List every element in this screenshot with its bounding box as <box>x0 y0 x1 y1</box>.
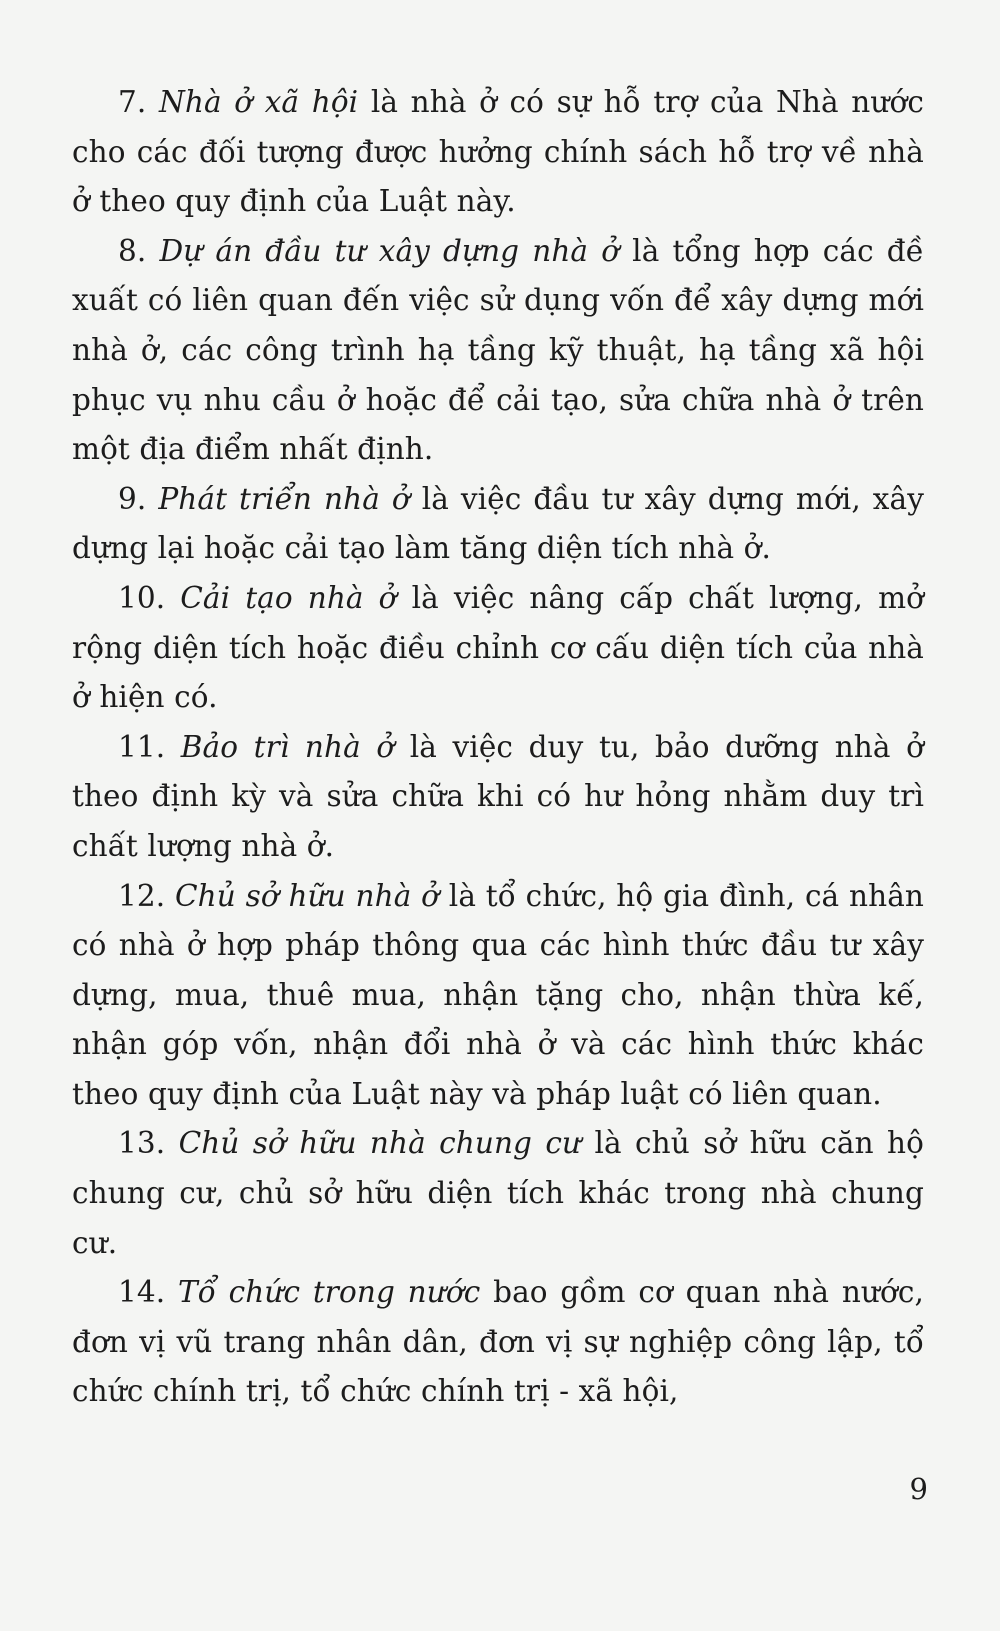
definition-number: 11. <box>118 729 166 764</box>
definition-number: 10. <box>118 580 166 615</box>
definition-text: là tổng hợp các đề xuất có liên quan đến việc sử dụng vốn để xây dựng mới nhà ở, các công trình hạ tầng kỹ thuật, hạ tầng xã hội phục vụ nhu cầu ở hoặc để cải tạo, sửa chữa nhà ở trên một địa điểm nhất định. <box>72 233 925 467</box>
definition-term: Dự án đầu tư xây dựng nhà ở <box>159 233 620 268</box>
definition-12 <box>72 872 924 1120</box>
definition-text: là tổ chức, hộ gia đình, cá nhân có nhà ở hợp pháp thông qua các hình thức đầu tư xây dựng, mua, thuê mua, nhận tặng cho, nhận thừa kế, nhận góp vốn, nhận đổi nhà ở và các hình thức khác theo quy định của Luật này và pháp luật có liên quan. <box>72 878 924 1111</box>
definition-term: Phát triển nhà ở <box>158 481 410 516</box>
definition-number: 12. <box>118 878 166 913</box>
definition-term: Chủ sở hữu nhà chung cư <box>178 1126 582 1161</box>
definition-number: 9. <box>118 481 147 516</box>
page-number: 9 <box>909 1472 928 1506</box>
definition-term: Tổ chức trong nước <box>177 1275 481 1310</box>
definition-8 <box>72 227 924 475</box>
definition-text: là việc đầu tư xây dựng mới, xây dựng lại hoặc cải tạo làm tăng diện tích nhà ở. <box>72 481 924 566</box>
definition-term: Chủ sở hữu nhà ở <box>174 878 440 913</box>
definition-number: 14. <box>118 1275 166 1310</box>
definition-14 <box>72 1268 924 1417</box>
definition-text: bao gồm cơ quan nhà nước, đơn vị vũ trang nhân dân, đơn vị sự nghiệp công lập, tổ chức chính trị, tổ chức chính trị - xã hội, <box>72 1275 924 1409</box>
definition-11 <box>72 723 924 872</box>
definition-text: là việc nâng cấp chất lượng, mở rộng diện tích hoặc điều chỉnh cơ cấu diện tích của nhà ở hiện có. <box>72 580 925 715</box>
definition-7 <box>72 78 924 227</box>
definition-9 <box>72 475 924 574</box>
definition-text: là chủ sở hữu căn hộ chung cư, chủ sở hữu diện tích khác trong nhà chung cư. <box>72 1126 924 1260</box>
definition-13 <box>72 1119 924 1268</box>
definition-term: Nhà ở xã hội <box>158 85 359 119</box>
definition-term: Bảo trì nhà ở <box>180 729 395 764</box>
definition-text: là nhà ở có sự hỗ trợ của Nhà nước cho các đối tượng được hưởng chính sách hỗ trợ về nhà ở theo quy định của Luật này. <box>72 85 924 219</box>
definition-number: 7. <box>118 85 147 119</box>
definition-text: là việc duy tu, bảo dưỡng nhà ở theo định kỳ và sửa chữa khi có hư hỏng nhằm duy trì chất lượng nhà ở. <box>72 729 925 863</box>
definition-10 <box>72 574 924 723</box>
definition-term: Cải tạo nhà ở <box>180 580 397 615</box>
document-page <box>72 78 924 1417</box>
definition-number: 13. <box>118 1126 166 1161</box>
definition-number: 8. <box>118 233 147 268</box>
